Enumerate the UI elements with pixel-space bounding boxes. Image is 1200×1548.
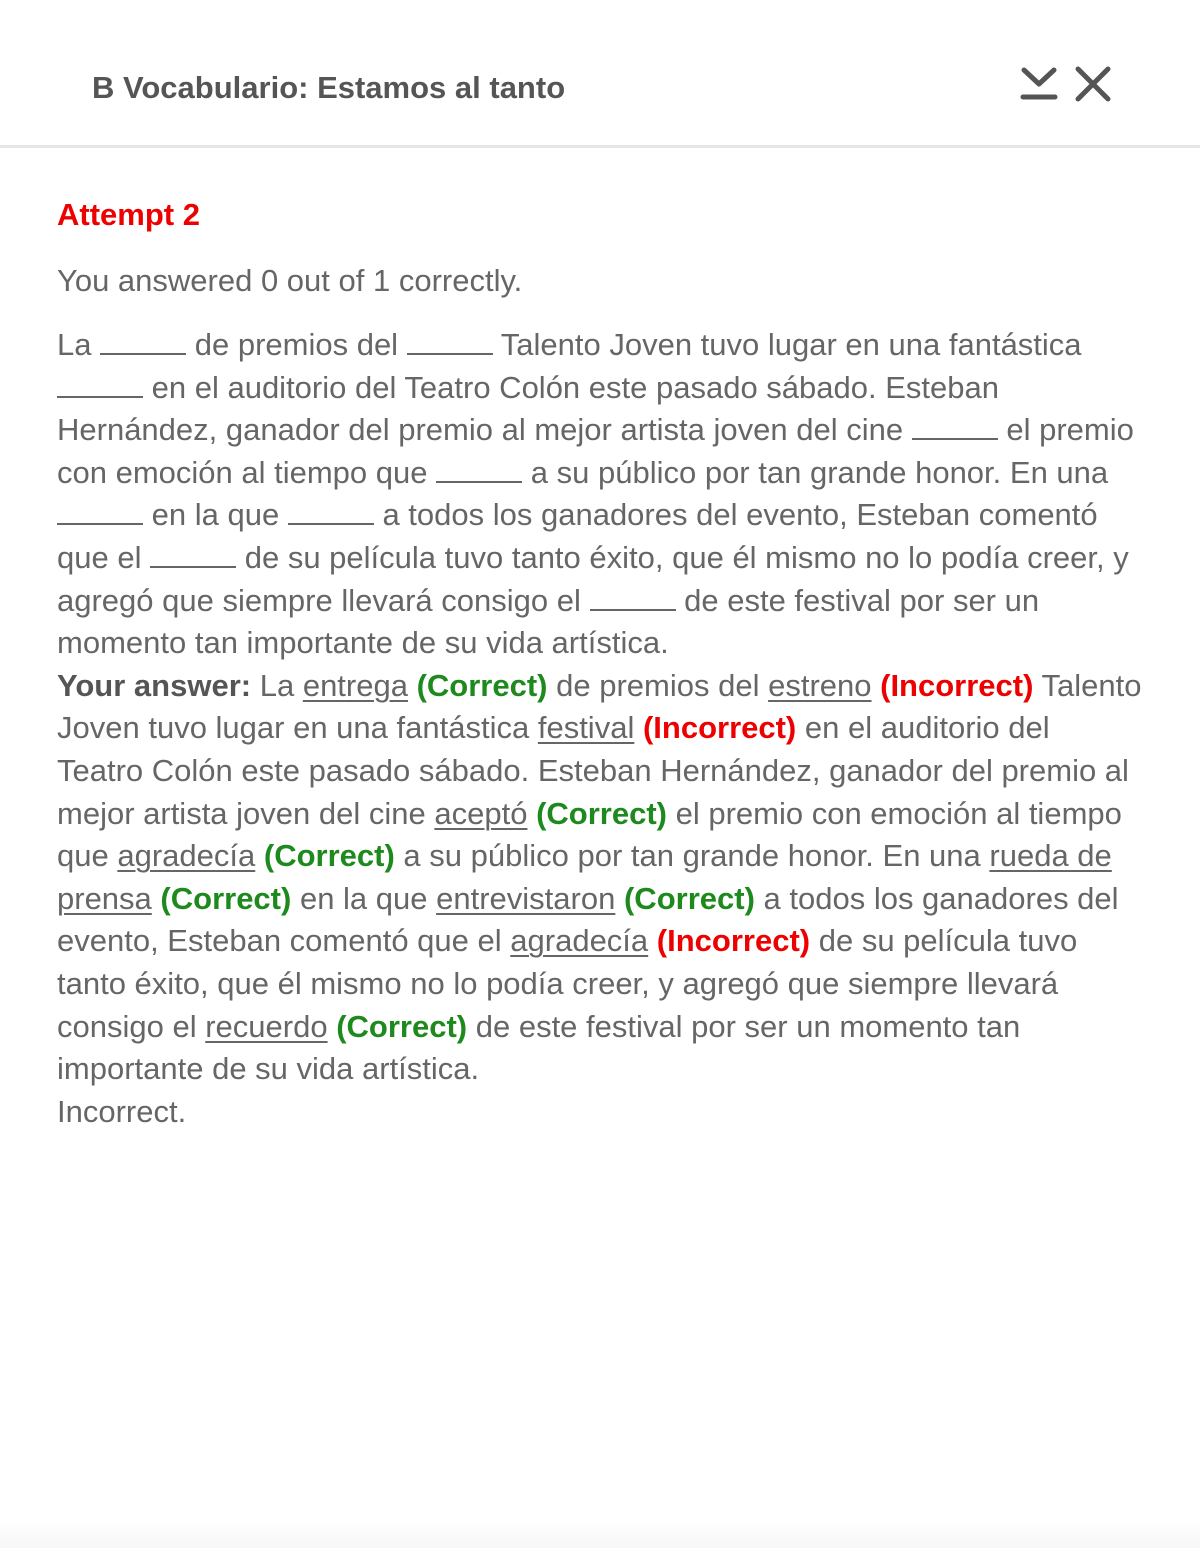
collapse-down-icon[interactable] — [1020, 64, 1060, 106]
correct-badge: (Correct) — [623, 880, 755, 916]
question-segment: de este festival por ser un momento tan importante de su vida artística. — [57, 582, 1040, 661]
dialog-header — [0, 0, 1200, 148]
question-text — [57, 324, 1143, 665]
correct-badge: (Correct) — [416, 667, 548, 703]
answer-word: entrevistaron — [436, 880, 616, 916]
blank — [57, 370, 143, 398]
blank — [288, 497, 374, 525]
incorrect-badge: (Incorrect) — [642, 710, 797, 746]
answer-segment: de premios del — [556, 667, 760, 703]
answer-word: festival — [537, 710, 635, 746]
answer-word: estreno — [768, 667, 872, 703]
attempt-label: Attempt 2 — [57, 197, 200, 232]
answer-word: agradecía — [510, 923, 649, 959]
answer-segment: en la que — [299, 880, 428, 916]
your-answer — [57, 665, 1143, 1134]
answer-segment: de su película tuvo tanto éxito, que él mismo no lo podía creer, y agregó que siempre llevará consigo el — [57, 923, 1078, 1044]
answer-word: entrega — [302, 667, 408, 703]
question-segment: a su público por tan grande honor. En una — [530, 454, 1109, 490]
blank — [912, 412, 998, 440]
answer-segment: en el auditorio del Teatro Colón este pasado sábado. Esteban Hernández, ganador del premio al mejor artista joven del cine — [57, 710, 1129, 831]
question-segment: en la que — [151, 497, 280, 533]
answer-segment: La — [259, 667, 295, 703]
question-segment: de su película tuvo tanto éxito, que él mismo no lo podía creer, y agregó que siempre llevará consigo el — [57, 539, 1129, 618]
answer-segment: el premio con emoción al tiempo que — [57, 795, 1122, 874]
question-segment: en el auditorio del Teatro Colón este pasado sábado. Esteban Hernández, ganador del premio al mejor artista joven del cine — [57, 369, 999, 448]
close-icon[interactable] — [1073, 64, 1113, 106]
incorrect-badge: (Incorrect) — [880, 667, 1034, 703]
bottom-shadow — [0, 1520, 1200, 1548]
result-text: Incorrect. — [57, 1093, 187, 1129]
your-answer-label: Your answer: — [57, 667, 252, 703]
answer-segment: a su público por tan grande honor. En una — [403, 838, 981, 874]
correct-badge: (Correct) — [536, 795, 667, 831]
answer-word: agradecía — [117, 838, 256, 874]
correct-badge: (Correct) — [160, 880, 292, 916]
answer-word: rueda de prensa — [57, 838, 1112, 916]
question-segment: La — [57, 327, 92, 362]
answer-word: recuerdo — [205, 1008, 328, 1044]
question-segment: de premios del — [194, 327, 399, 362]
answer-segment: de este festival por ser un momento tan importante de su vida artística. — [57, 1008, 1021, 1087]
blank — [436, 455, 522, 483]
question-segment: Talento Joven tuvo lugar en una fantástica — [500, 327, 1082, 362]
question-segment: el premio con emoción al tiempo que — [57, 412, 1134, 490]
blank — [150, 540, 236, 568]
answer-segment: a todos los ganadores del evento, Esteban comentó que el — [57, 880, 1119, 959]
correct-badge: (Correct) — [336, 1008, 468, 1044]
correct-badge: (Correct) — [263, 838, 395, 874]
incorrect-badge: (Incorrect) — [656, 923, 811, 959]
feedback-content — [57, 194, 1143, 1133]
dialog-title: B Vocabulario: Estamos al tanto — [92, 70, 566, 105]
question-segment: a todos los ganadores del evento, Esteban comentó que el — [57, 497, 1098, 575]
answer-segment: Talento Joven tuvo lugar en una fantástica — [57, 667, 1142, 746]
score-text: You answered 0 out of 1 correctly. — [57, 263, 523, 298]
answer-word: aceptó — [434, 795, 528, 831]
blank — [590, 583, 676, 611]
blank — [57, 497, 143, 525]
blank — [100, 327, 186, 355]
blank — [407, 327, 493, 355]
